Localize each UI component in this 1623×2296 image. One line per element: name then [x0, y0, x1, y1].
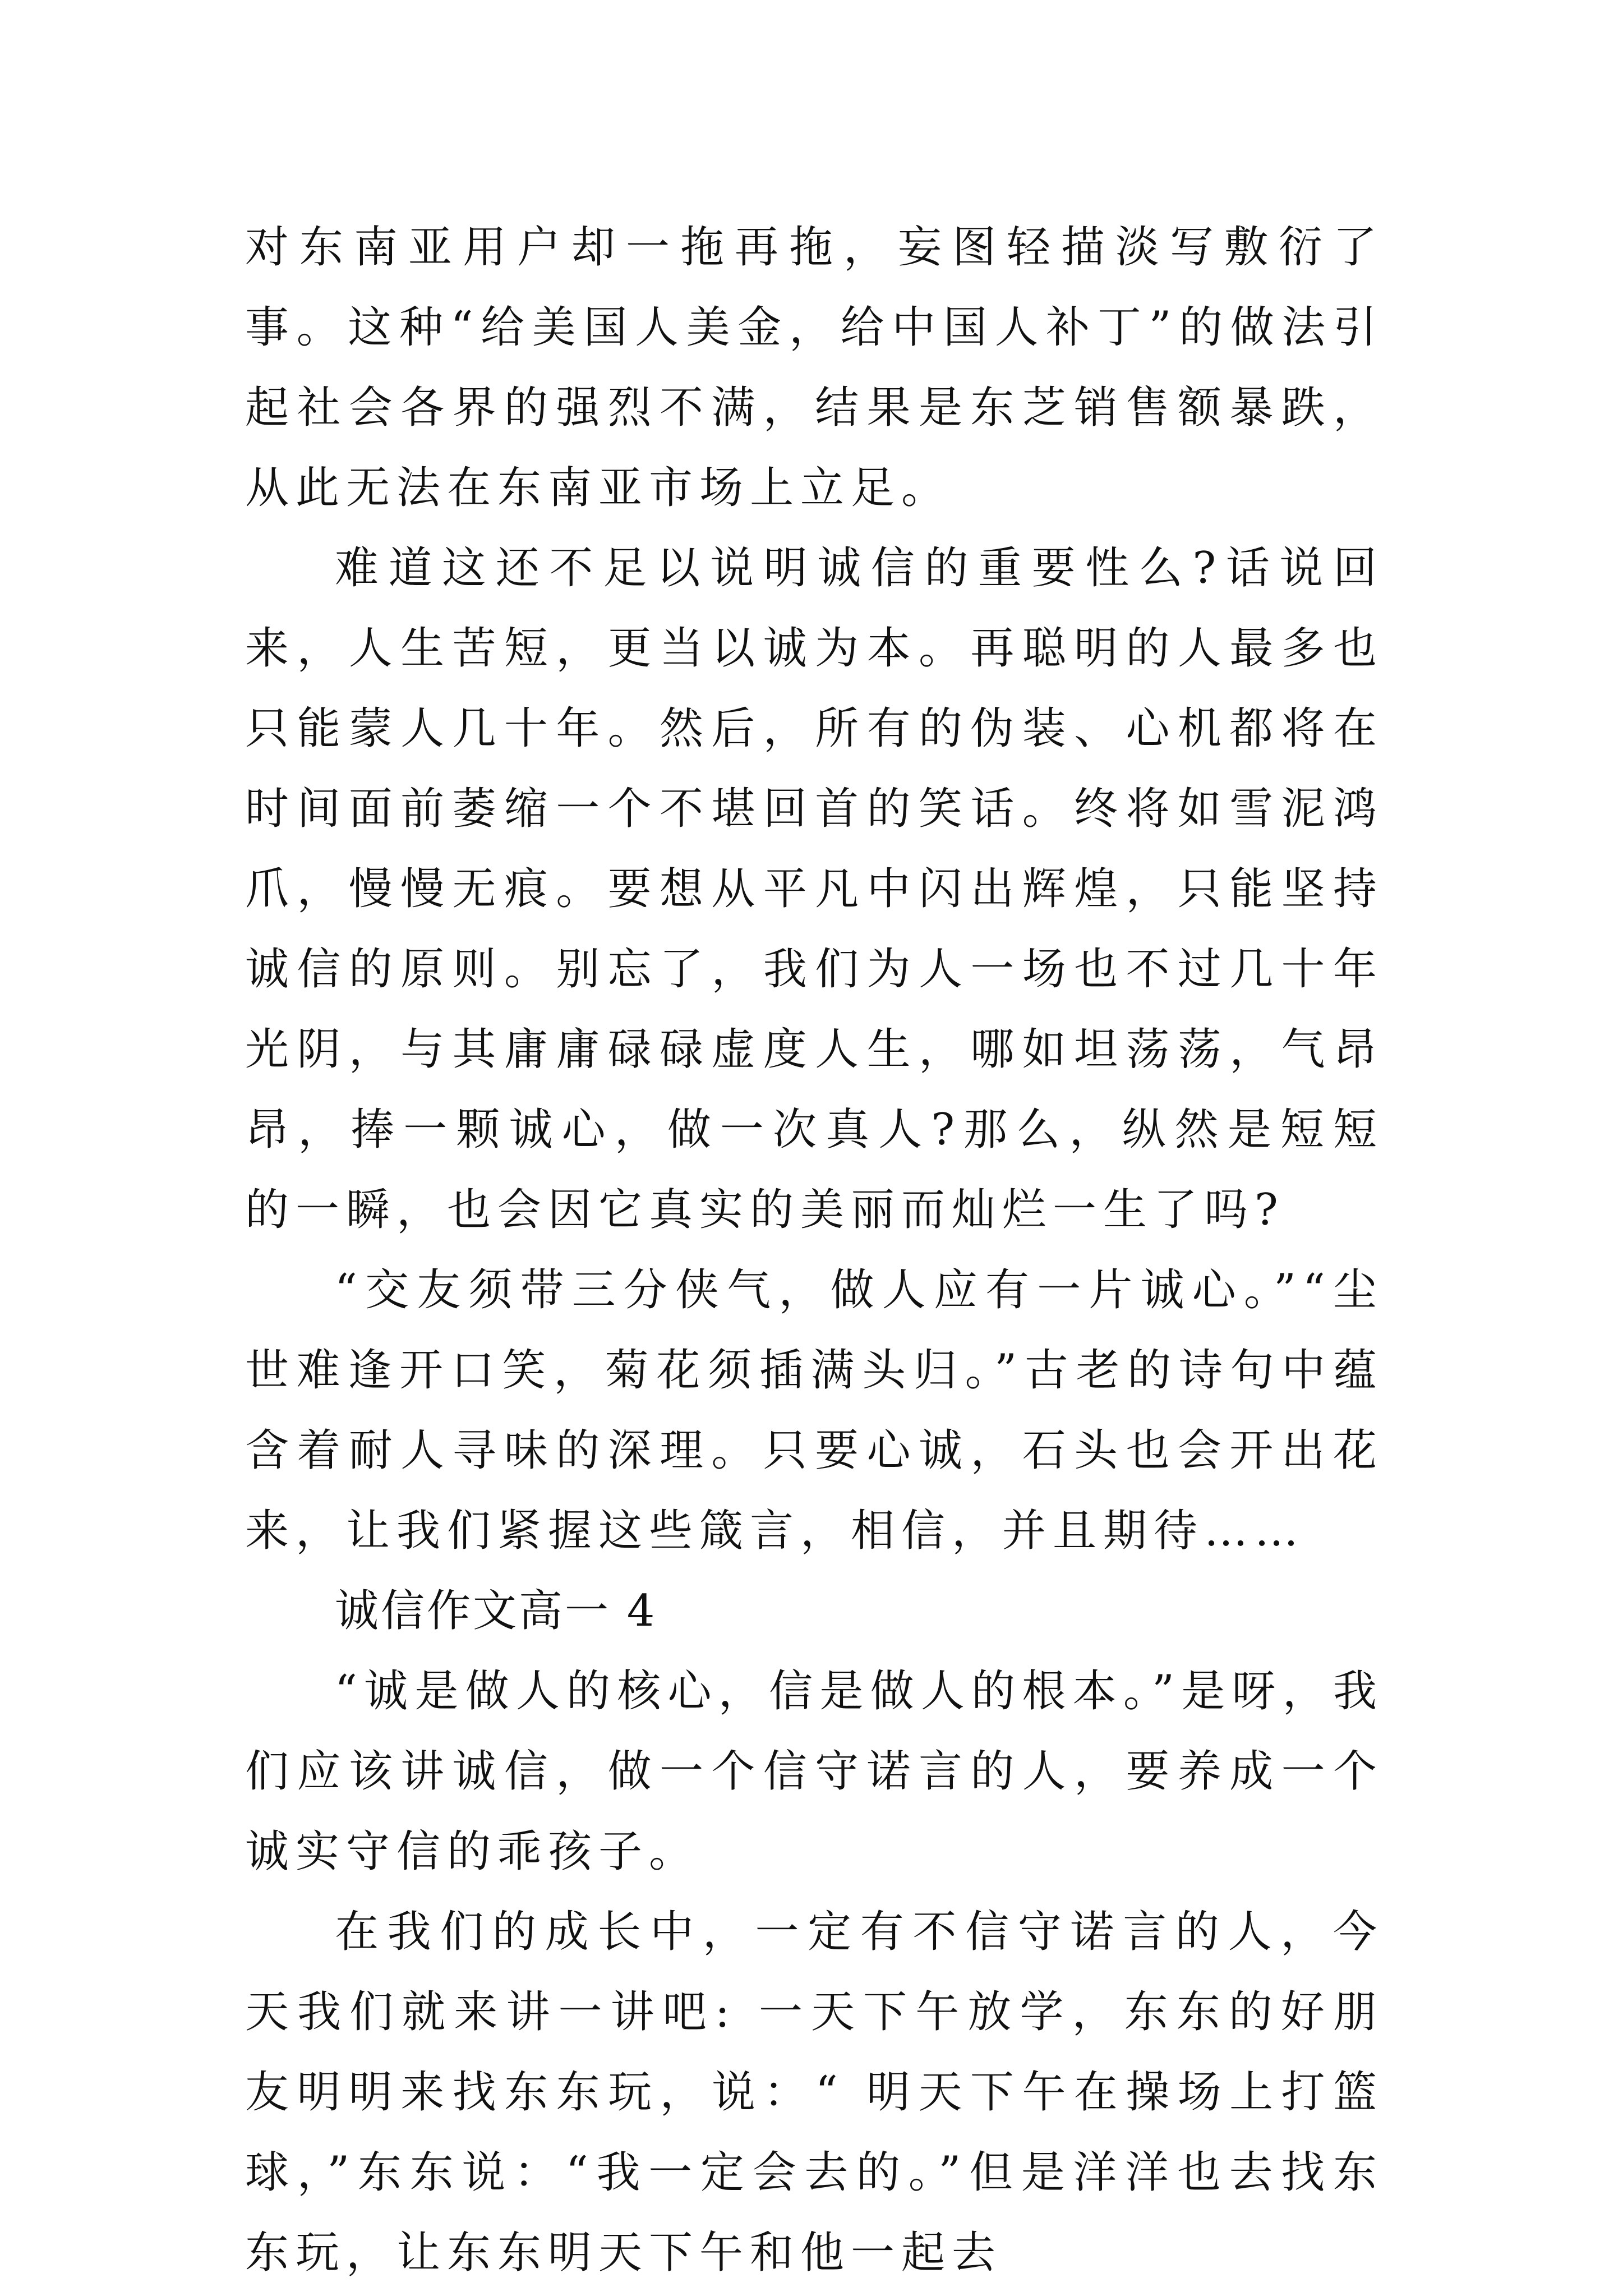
paragraph-2: 难道这还不足以说明诚信的重要性么?话说回来，人生苦短，更当以诚为本。再聪明的人最多也只能蒙人几十年。然后，所有的伪装、心机都将在时间面前萎缩一个不堪回首的笑话。终将如雪泥鸿爪，慢慢无痕。要想从平凡中闪出辉煌，只能坚持诚信的原则。别忘了，我们为人一场也不过几十年光阴，与其庸庸碌碌虚度人生，哪如坦荡荡，气昂昂，捧一颗诚心，做一次真人?那么，纵然是短短的一瞬，也会因它真实的美丽而灿烂一生了吗?: [245, 543, 1384, 1235]
document-body: [245, 208, 1384, 2293]
paragraph-4: “诚是做人的核心，信是做人的根本。”是呀，我们应该讲诚信，做一个信守诺言的人，要养成一个诚实守信的乖孩子。: [245, 1666, 1384, 1877]
paragraph-3: “交友须带三分侠气，做人应有一片诚心。”“尘世难逢开口笑，菊花须插满头归。”古老的诗句中蕴含着耐人寻味的深理。只要心诚，石头也会开出花来，让我们紧握这些箴言，相信，并且期待……: [245, 1265, 1384, 1556]
paragraph-1: 对东南亚用户却一拖再拖，妄图轻描淡写敷衍了事。这种“给美国人美金，给中国人补丁”的做法引起社会各界的强烈不满，结果是东芝销售额暴跌，从此无法在东南亚市场上立足。: [245, 222, 1384, 513]
section-heading: 诚信作文高一 4: [335, 1586, 657, 1636]
paragraph-5: 在我们的成长中，一定有不信守诺言的人，今天我们就来讲一讲吧: 一天下午放学，东东的好朋友明明来找东东玩，说：“ 明天下午在操场上打篮球，”东东说：“我一定会去的。”但是洋洋也去找东东玩，让东东明天下午和他一起去: [245, 1907, 1384, 2278]
